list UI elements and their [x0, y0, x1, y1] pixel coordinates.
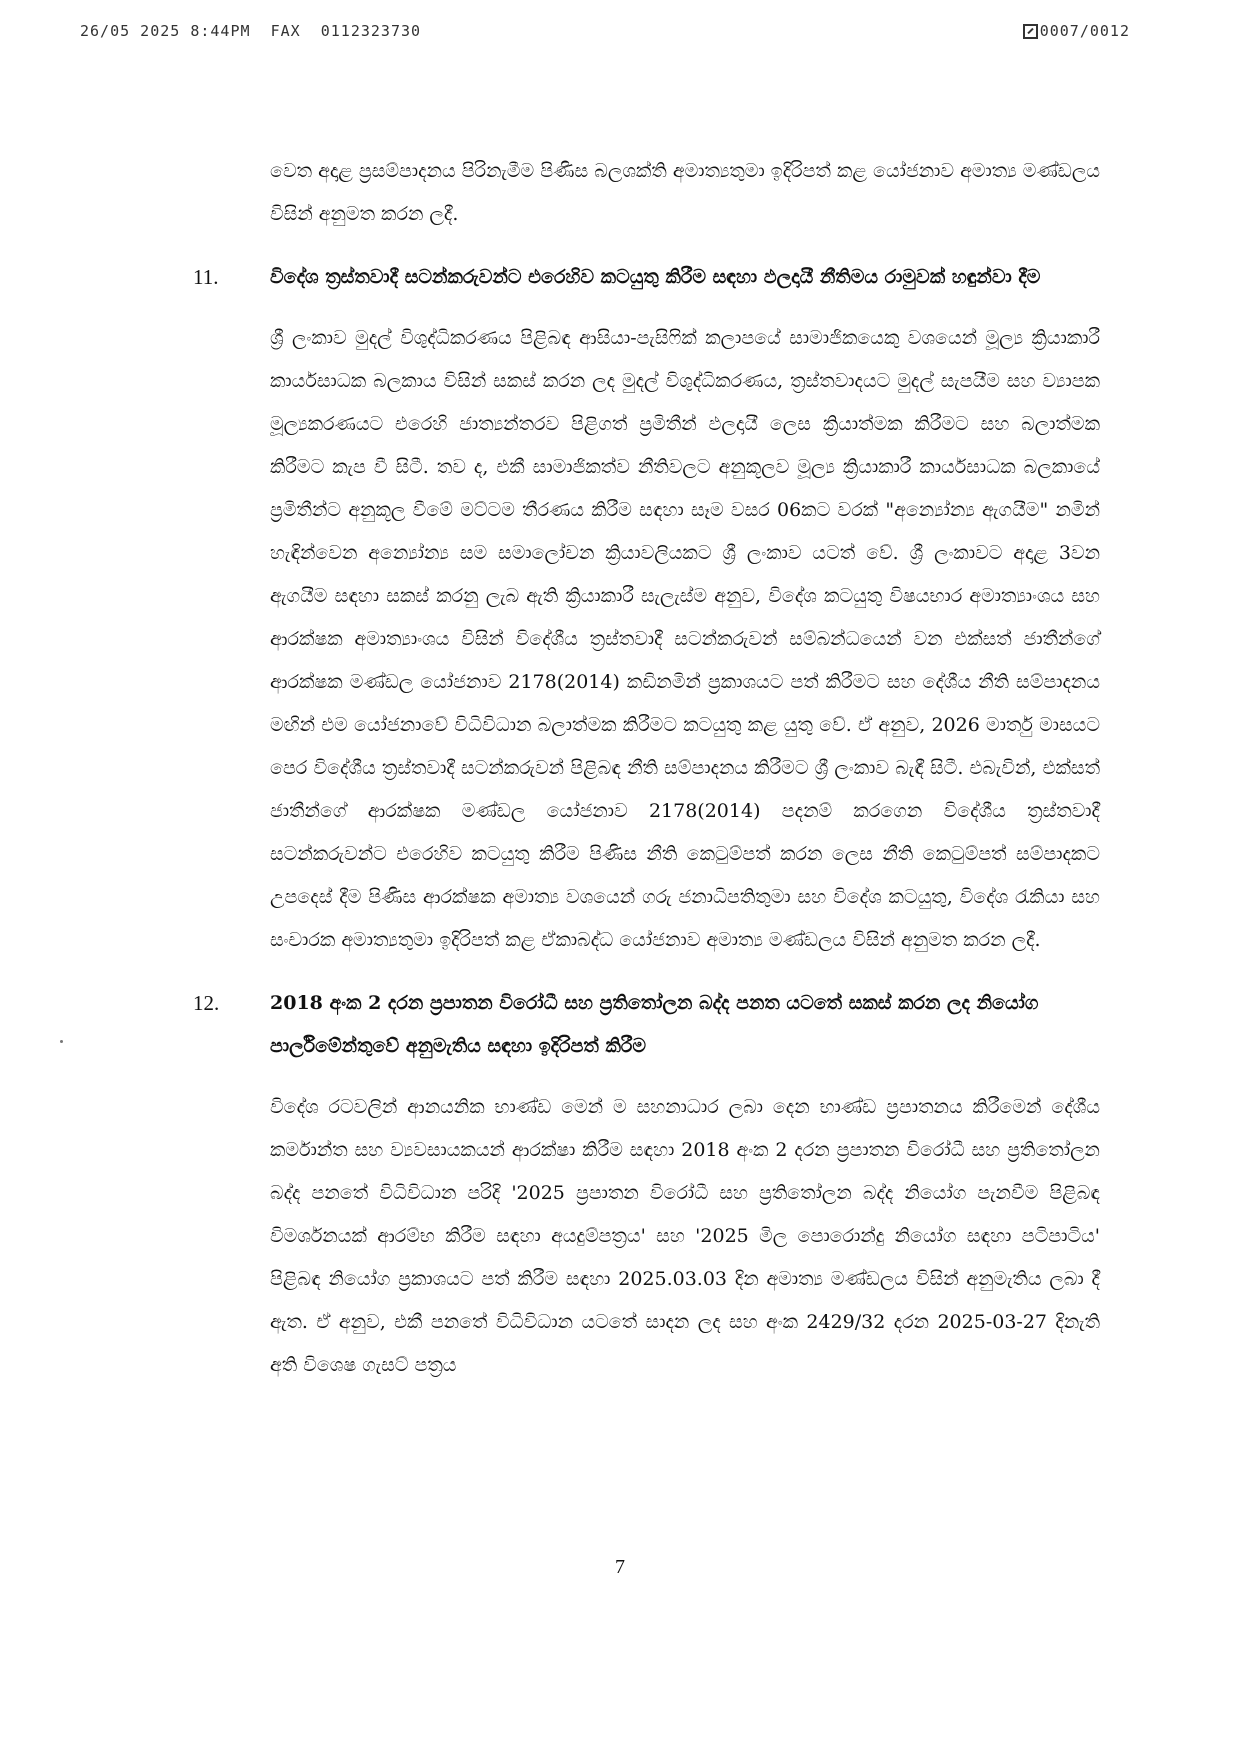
agenda-item-11: [160, 256, 1100, 962]
fax-number: 0112323730: [320, 22, 422, 40]
document-body: [160, 150, 1100, 1387]
item-heading: 2018 අංක 2 දරන ප්‍රපාතන විරෝධී සහ ප්‍රතිතෝලන බද්ද පනත යටතේ සකස් කරන ලද නියෝග පාර්ලිමේන්තුවේ අනුමැතිය සඳහා ඉදිරිපත් කිරීම: [270, 992, 1039, 1057]
fax-page-box-icon: [1023, 24, 1038, 39]
fax-page-counter: [1023, 22, 1130, 40]
fax-page-counter-text: 0007/0012: [1039, 22, 1130, 40]
fax-label: FAX: [270, 22, 301, 40]
fax-transmission-info: [80, 22, 421, 40]
item-number: 11.: [193, 265, 219, 289]
margin-speck: [60, 1040, 63, 1043]
item-body: විදේශ රටවලින් ආනයනික භාණ්ඩ මෙන් ම සහනාධාර ලබා දෙන භාණ්ඩ ප්‍රපාතනය කිරීමෙන් දේශීය කර්මාන්ත සහ ව්‍යවසායකයන් ආරක්ෂා කිරීම සඳහා 2018 අංක 2 දරන ප්‍රපාතන විරෝධී සහ ප්‍රතිතෝලන බද්ද පනතේ විධිවිධාන පරිදි '2025 ප්‍රපාතන විරෝධී සහ ප්‍රතිතෝලන බද්ද නියෝග පැනවීම පිළිබඳ විමර්ශනයක් ආරම්භ කිරීම සඳහා අයදුම්පත්‍රය' සහ '2025 මිල පොරොන්දු නියෝග සඳහා පටිපාටිය' පිළිබඳ නියෝග ප්‍රකාශයට පත් කිරීම සඳහා 2025.03.03 දින අමාත්‍ය මණ්ඩලය විසින් අනුමැතිය ලබා දී ඇත. ඒ අනුව, එකී පනතේ විධිවිධාන යටතේ සාදන ලද සහ අංක 2429/32 දරන 2025-03-27 දිනැති අති විශෙෂ ගැසට් පත්‍රය: [270, 1096, 1100, 1376]
item-number: 12.: [193, 991, 220, 1015]
fax-datetime: 26/05 2025 8:44PM: [80, 22, 251, 40]
agenda-item-12: [160, 982, 1100, 1387]
continuation-paragraph: වෙත අදාළ ප්‍රසම්පාදනය පිරිනැමීම පිණිස බලශක්ති අමාත්‍යතුමා ඉදිරිපත් කළ යෝජනාව අමාත්‍ය මණ්ඩලය විසින් අනුමත කරන ලදී.: [270, 160, 1100, 225]
page-number: 7: [615, 1556, 625, 1578]
item-heading: විදේශ ත්‍රස්තවාදී සටන්කරුවන්ට එරෙහිව කටයුතු කිරීම සඳහා ඵලදායී නීතිමය රාමුවක් හඳුන්වා දීම: [270, 266, 1041, 288]
item-body: ශ්‍රී ලංකාව මුදල් විශුද්ධිකරණය පිළිබඳ ආසියා-පැසිෆික් කලාපයේ සාමාජිකයෙකු වශයෙන් මූල්‍ය ක්‍රියාකාරී කාර්යසාධක බලකාය විසින් සකස් කරන ලද මුදල් විශුද්ධිකරණය, ත්‍රස්තවාදයට මුදල් සැපයීම සහ ව්‍යාපක මූල්‍යකරණයට එරෙහි ජාත්‍යන්තරව පිළිගත් ප්‍රමිතීන් ඵලදායී ලෙස ක්‍රියාත්මක කිරීමට සහ බලාත්මක කිරීමට කැප වී සිටී. තව ද, එකී සාමාජිකත්ව නීතිවලට අනුකූලව මූල්‍ය ක්‍රියාකාරී කාර්යසාධක බලකායේ ප්‍රමිතීන්ට අනුකූල වීමේ මට්ටම තීරණය කිරීම සඳහා සෑම වසර 06කට වරක් "අන්‍යෝන්‍ය ඇගයීම" නමින් හැඳින්වෙන අන්‍යෝන්‍ය සම සමාලෝචන ක්‍රියාවලියකට ශ්‍රී ලංකාව යටත් වේ. ශ්‍රී ලංකාවට අදාළ 3වන ඇගයීම සඳහා සකස් කරනු ලැබ ඇති ක්‍රියාකාරී සැලැස්ම අනුව, විදේශ කටයුතු විෂයභාර අමාත්‍යාංශය සහ ආරක්ෂක අමාත්‍යාංශය විසින් විදේශීය ත්‍රස්තවාදී සටන්කරුවන් සම්බන්ධයෙන් වන එක්සත් ජාතීන්ගේ ආරක්ෂක මණ්ඩල යෝජනාව 2178(2014) කඩිනමින් ප්‍රකාශයට පත් කිරීමට සහ දේශීය නීති සම්පාදනය මඟින් එම යෝජනාවේ විධිවිධාන බලාත්මක කිරීමට කටයුතු කළ යුතු වේ. ඒ අනුව, 2026 මාර්තු මාසයට පෙර විදේශීය ත්‍රස්තවාදී සටන්කරුවන් පිළිබඳ නීති සම්පාදනය කිරීමට ශ්‍රී ලංකාව බැඳී සිටී. එබැවින්, එක්සත් ජාතීන්ගේ ආරක්ෂක මණ්ඩල යෝජනාව 2178(2014) පදනම් කරගෙන විදේශීය ත්‍රස්තවාදී සටන්කරුවන්ට එරෙහිව කටයුතු කිරීම පිණිස නීති කෙටුම්පත් කරන ලෙස නීති කෙටුම්පත් සම්පාදකට උපදෙස් දීම පිණිස ආරක්ෂක අමාත්‍ය වශයෙන් ගරු ජනාධිපතිතුමා සහ විදේශ කටයුතු, විදේශ රැකියා සහ සංචාරක අමාත්‍යතුමා ඉදිරිපත් කළ ඒකාබද්ධ යෝජනාව අමාත්‍ය මණ්ඩලය විසින් අනුමත කරන ලදී.: [270, 327, 1100, 951]
fax-header: [80, 22, 1130, 46]
